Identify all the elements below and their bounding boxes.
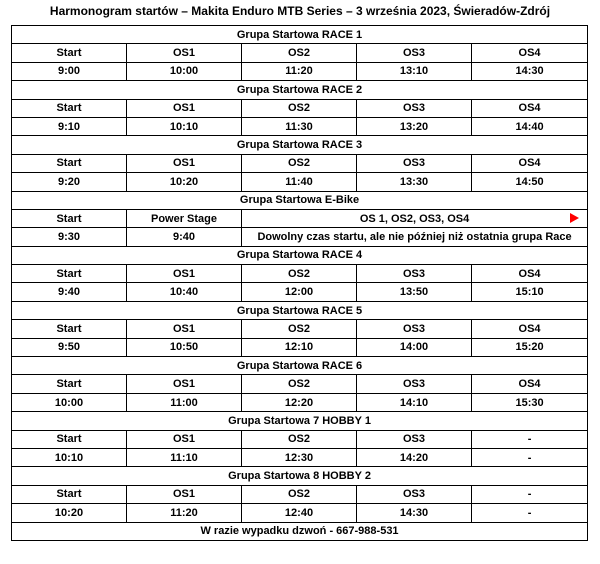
header-cell: OS3 — [357, 375, 472, 393]
time-cell: 14:50 — [472, 173, 588, 191]
header-cell: OS2 — [242, 485, 357, 503]
header-row — [12, 209, 588, 227]
header-cell: OS3 — [357, 485, 472, 503]
time-cell: 10:20 — [12, 504, 127, 522]
group-title: Grupa Startowa RACE 4 — [12, 246, 588, 264]
time-cell: 12:10 — [242, 338, 357, 356]
ebike-stages-label: OS 1, OS2, OS3, OS4 — [359, 212, 470, 225]
group-title: Grupa Startowa 8 HOBBY 2 — [12, 467, 588, 485]
group-title: Grupa Startowa RACE 3 — [12, 136, 588, 154]
header-cell: OS4 — [472, 320, 588, 338]
group-title-row — [12, 26, 588, 44]
time-cell: 13:20 — [357, 117, 472, 135]
time-row — [12, 448, 588, 466]
header-row — [12, 265, 588, 283]
time-cell: 11:10 — [127, 448, 242, 466]
group-title: Grupa Startowa E-Bike — [12, 191, 588, 209]
time-cell: 14:00 — [357, 338, 472, 356]
time-cell: 11:00 — [127, 393, 242, 411]
group-title-row — [12, 357, 588, 375]
header-cell: OS4 — [472, 99, 588, 117]
time-cell: 12:20 — [242, 393, 357, 411]
time-cell: 14:40 — [472, 117, 588, 135]
time-row — [12, 338, 588, 356]
header-row — [12, 44, 588, 62]
header-cell: OS1 — [127, 99, 242, 117]
time-cell: 11:20 — [242, 62, 357, 80]
time-row — [12, 117, 588, 135]
time-row — [12, 62, 588, 80]
header-cell: Start — [12, 265, 127, 283]
header-cell: OS2 — [242, 430, 357, 448]
header-cell: OS1 — [127, 154, 242, 172]
time-row — [12, 173, 588, 191]
header-cell: OS2 — [242, 375, 357, 393]
group-title-row — [12, 412, 588, 430]
group-title: Grupa Startowa RACE 6 — [12, 357, 588, 375]
header-cell: OS4 — [472, 375, 588, 393]
header-cell: Start — [12, 99, 127, 117]
header-cell: OS1 — [127, 485, 242, 503]
time-cell: 12:40 — [242, 504, 357, 522]
time-cell: - — [472, 448, 588, 466]
header-cell: Start — [12, 209, 127, 227]
time-cell: 15:10 — [472, 283, 588, 301]
ebike-start-note: Dowolny czas startu, ale nie później niż ostatnia grupa Race — [242, 228, 588, 246]
time-cell: 10:00 — [12, 393, 127, 411]
time-cell: 14:30 — [357, 504, 472, 522]
time-row — [12, 228, 588, 246]
time-cell: 9:50 — [12, 338, 127, 356]
group-title: Grupa Startowa RACE 5 — [12, 301, 588, 319]
header-cell: Start — [12, 320, 127, 338]
group-title-row — [12, 136, 588, 154]
header-cell: OS1 — [127, 265, 242, 283]
time-cell: 11:20 — [127, 504, 242, 522]
header-cell: OS3 — [357, 265, 472, 283]
header-row — [12, 99, 588, 117]
time-cell: 12:00 — [242, 283, 357, 301]
header-cell: Start — [12, 44, 127, 62]
time-cell: 12:30 — [242, 448, 357, 466]
time-cell: 11:40 — [242, 173, 357, 191]
emergency-phone-note: W razie wypadku dzwoń - 667-988-531 — [12, 522, 588, 540]
header-cell: OS3 — [357, 320, 472, 338]
header-cell: Start — [12, 375, 127, 393]
group-title: Grupa Startowa 7 HOBBY 1 — [12, 412, 588, 430]
header-row — [12, 320, 588, 338]
document-title: Harmonogram startów – Makita Enduro MTB Series – 3 września 2023, Świeradów-Zdrój — [49, 4, 551, 18]
header-cell: Start — [12, 154, 127, 172]
group-title-row — [12, 467, 588, 485]
header-cell: OS2 — [242, 320, 357, 338]
header-cell: OS3 — [357, 99, 472, 117]
time-cell: 9:40 — [127, 228, 242, 246]
time-cell: 15:20 — [472, 338, 588, 356]
time-cell: - — [472, 504, 588, 522]
footer-row — [12, 522, 588, 540]
header-row — [12, 430, 588, 448]
header-row — [12, 485, 588, 503]
header-cell: OS3 — [357, 44, 472, 62]
header-cell: Start — [12, 430, 127, 448]
header-cell: OS1 — [127, 375, 242, 393]
red-triangle-marker-icon — [570, 213, 579, 223]
header-cell: OS1 — [127, 44, 242, 62]
time-cell: 10:10 — [12, 448, 127, 466]
group-title: Grupa Startowa RACE 1 — [12, 26, 588, 44]
time-cell: 10:20 — [127, 173, 242, 191]
header-cell: OS2 — [242, 265, 357, 283]
header-cell: OS1 — [127, 430, 242, 448]
header-row — [12, 154, 588, 172]
header-cell: OS4 — [472, 44, 588, 62]
time-cell: 13:10 — [357, 62, 472, 80]
header-cell: OS3 — [357, 430, 472, 448]
time-cell: 9:10 — [12, 117, 127, 135]
time-cell: 9:20 — [12, 173, 127, 191]
group-title: Grupa Startowa RACE 2 — [12, 81, 588, 99]
header-cell: OS1 — [127, 320, 242, 338]
time-cell: 9:40 — [12, 283, 127, 301]
header-cell: Power Stage — [127, 209, 242, 227]
header-cell: OS2 — [242, 99, 357, 117]
time-cell: 11:30 — [242, 117, 357, 135]
time-cell: 9:00 — [12, 62, 127, 80]
header-cell: OS2 — [242, 44, 357, 62]
time-cell: 10:00 — [127, 62, 242, 80]
header-row — [12, 375, 588, 393]
group-title-row — [12, 246, 588, 264]
time-cell: 10:40 — [127, 283, 242, 301]
header-cell: Start — [12, 485, 127, 503]
time-cell: 13:30 — [357, 173, 472, 191]
header-cell: OS2 — [242, 154, 357, 172]
time-cell: 10:50 — [127, 338, 242, 356]
start-schedule-table — [11, 25, 588, 541]
header-cell: OS4 — [472, 154, 588, 172]
time-row — [12, 393, 588, 411]
header-cell: - — [472, 485, 588, 503]
time-cell: 15:30 — [472, 393, 588, 411]
time-cell: 14:30 — [472, 62, 588, 80]
header-cell: - — [472, 430, 588, 448]
group-title-row — [12, 191, 588, 209]
group-title-row — [12, 301, 588, 319]
header-cell: OS4 — [472, 265, 588, 283]
group-title-row — [12, 81, 588, 99]
time-cell: 14:10 — [357, 393, 472, 411]
ebike-stages-cell — [242, 209, 588, 227]
time-row — [12, 283, 588, 301]
time-cell: 13:50 — [357, 283, 472, 301]
time-cell: 10:10 — [127, 117, 242, 135]
time-cell: 14:20 — [357, 448, 472, 466]
header-cell: OS3 — [357, 154, 472, 172]
time-cell: 9:30 — [12, 228, 127, 246]
time-row — [12, 504, 588, 522]
